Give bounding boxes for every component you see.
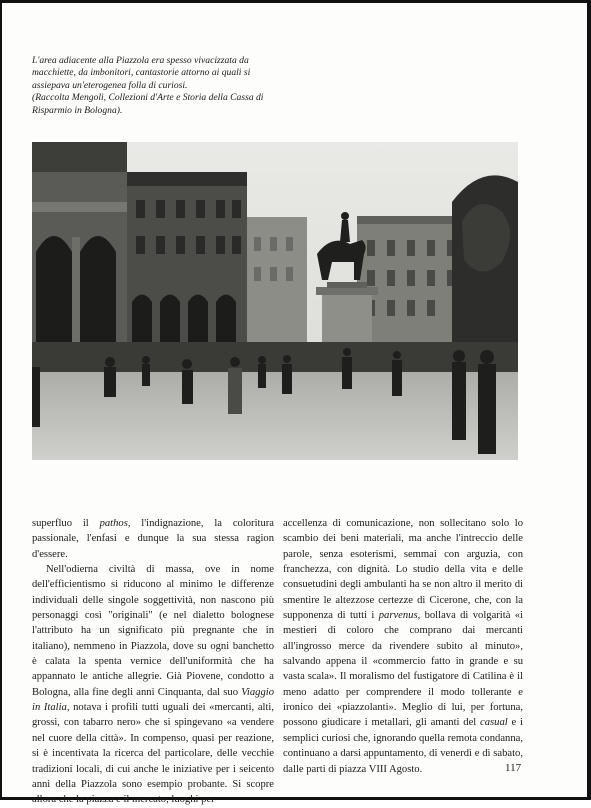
arcade-building bbox=[32, 142, 127, 352]
right-palazzo bbox=[357, 216, 467, 352]
left-paragraph-2 bbox=[32, 562, 274, 808]
piazza-photo-illustration bbox=[32, 142, 518, 460]
right-emphasis-casual: casual bbox=[480, 717, 508, 729]
historical-photograph bbox=[32, 142, 518, 460]
text-column-left bbox=[32, 516, 274, 808]
left-p1-text-a: superfluo il bbox=[32, 518, 100, 529]
left-paragraph-1 bbox=[32, 516, 274, 562]
left-p2-text-c: , notava i profili tutti uguali dei «mercanti, alti, grossi, con tabarro nero» che si spingevano «a vendere nel cuore della città». In compenso, quasi per reazione, si è incentivata la ricerca del particolare, delle vecchie tradizioni locali, di cui anche le iniziative per i seicento anni della Piazzola sono esempio probante. Si scopre allora che la piazza e il mercato, luoghi per bbox=[32, 702, 275, 806]
left-p1-text-c: , l'indignazione, la coloritura passionale, l'enfasi e dunque la sua stessa ragion d'essere. bbox=[32, 518, 274, 560]
right-text-a: accellenza di comunicazione, non sollecitano solo lo scambio dei beni materiali, ma anche l'intreccio delle parole, senza esoterismi, semmai con arguzia, con franchezza, con dignità. Lo studio della vita e delle consuetudini degli ambulanti ha se non altro il merito di smentire le altezzose certezze di Cicerone, che, con la supponenza di tutti i bbox=[283, 518, 523, 622]
left-p2-text-a: Nell'odierna civiltà di massa, ove in nome dell'efficientismo si riducono al minimo le differenze individuali delle singole soggettività, non nascono più personaggi così "originali" (e nel dialetto bolognese l'attributo ha un significato più pregnante che in italiano), nemmeno in Piazzola, dove su ogni banchetto è calata la spenta vernice dell'uniformità che ha appannato le antiche allegrie. Già Piovene, condotto a Bologna, alla fine degli anni Cinquanta, dal suo bbox=[32, 564, 274, 698]
right-text-e: e i semplici curiosi che, ignorando quella remota condanna, continuano a darsi appuntamento, di venerdì e di sabato, dalle parti di piazza VIII Agosto. bbox=[283, 717, 523, 775]
right-emphasis-parvenus: parvenus bbox=[378, 610, 418, 622]
palazzo-building bbox=[127, 172, 247, 352]
photo-caption bbox=[32, 55, 272, 117]
right-paragraph bbox=[283, 516, 523, 777]
left-p1-emphasis: pathos bbox=[99, 518, 128, 529]
page-number: 117 bbox=[505, 762, 522, 774]
text-column-right bbox=[283, 516, 523, 777]
right-text-c: , bollava di volgarità «i mestieri di coloro che comprano dai mercanti all'ingrosso merce da rivendere subito al minuto», salvando appena il «commercio fatto in grande e su vasta scala». Il moralismo del fustigatore di Catilina è il meno adatto per comprendere il modo tollerante e ironico dei «piazzolanti». Meglio di lui, per fortuna, possono giudicare i metallari, gli amanti del bbox=[283, 610, 524, 729]
caption-text: L'area adiacente alla Piazzola era spesso vivacizzata da macchiette, da imbonitori, cantastorie attorno ai quali si assiepava un'eterogenea folla di curiosi. bbox=[32, 55, 251, 91]
left-p2-book-title: Viaggio in Italia bbox=[32, 686, 274, 714]
caption-credit: (Raccolta Mengoli, Collezioni d'Arte e Storia della Cassa di Risparmio in Bologna). bbox=[32, 92, 264, 116]
